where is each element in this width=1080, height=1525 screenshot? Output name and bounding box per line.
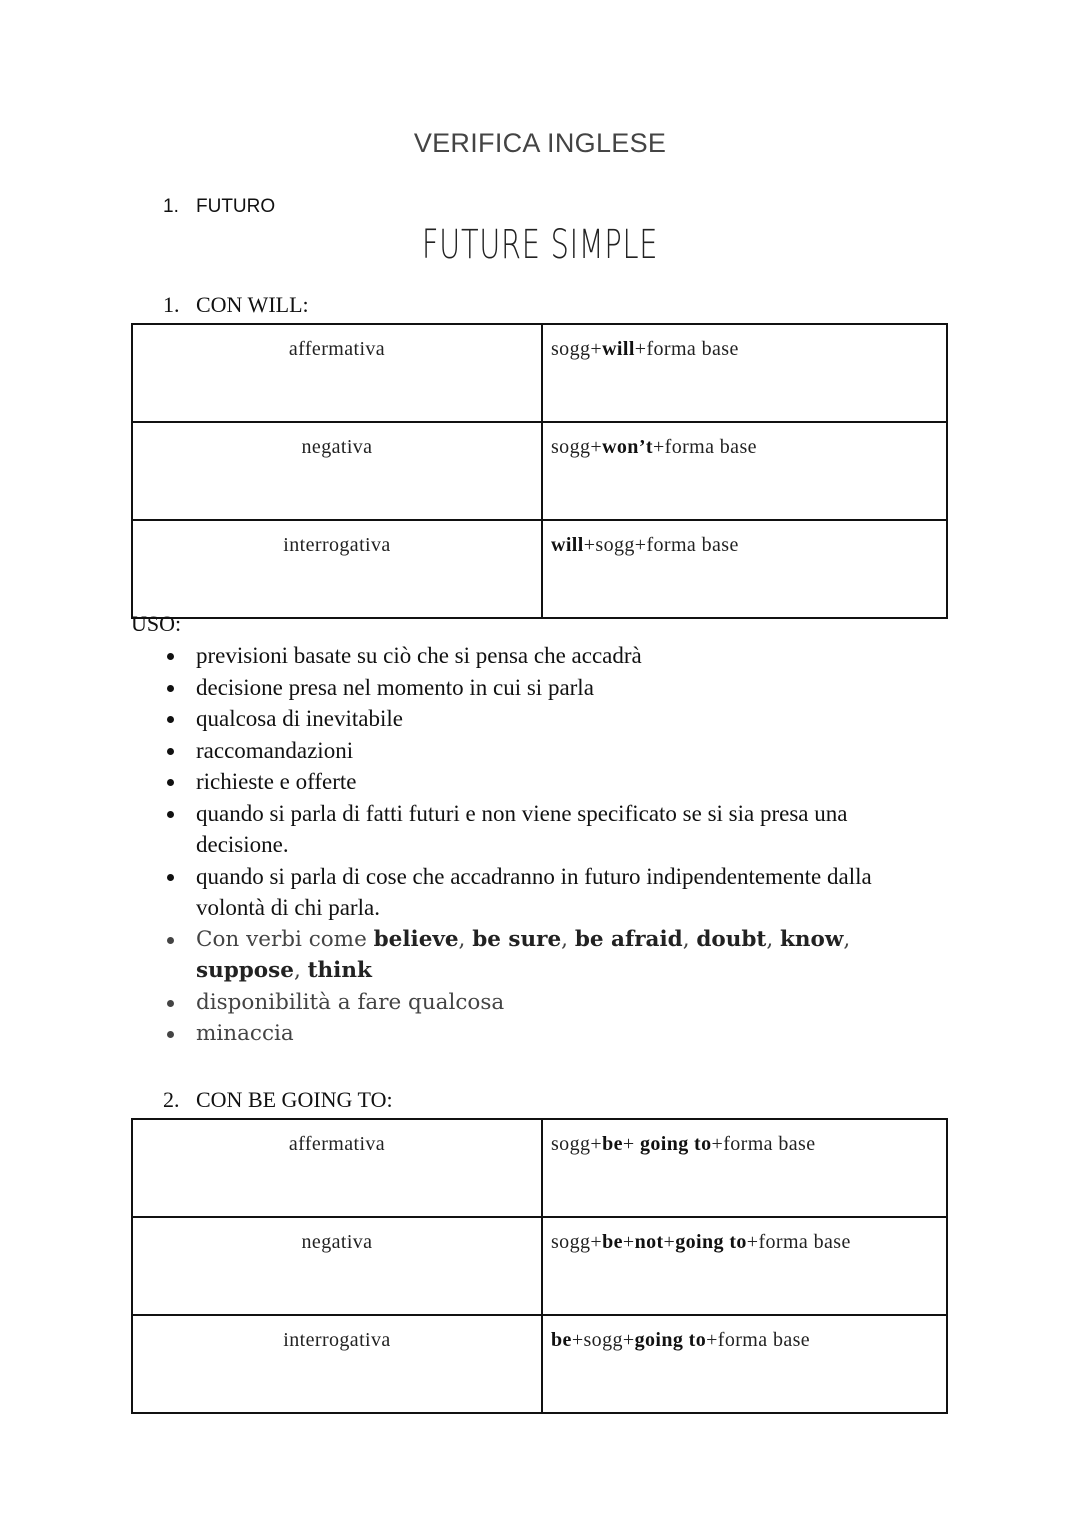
bullet-icon	[167, 685, 174, 692]
form-structure: sogg+be+ going to+forma base	[542, 1119, 947, 1217]
form-structure: sogg+be+not+going to+forma base	[542, 1217, 947, 1315]
table-row	[132, 1217, 947, 1315]
handwritten-title: FUTURE SIMPLE	[421, 222, 659, 268]
will-table	[131, 323, 948, 619]
list-item: quando si parla di fatti futuri e non viene specificato se si sia presa una decisione.	[163, 798, 943, 861]
table-row	[132, 520, 947, 618]
table-row	[132, 324, 947, 422]
list-item: decisione presa nel momento in cui si parla	[163, 672, 943, 704]
form-label: interrogativa	[132, 520, 542, 618]
going-to-heading-number: 2.	[163, 1087, 180, 1112]
list-item: quando si parla di cose che accadranno in futuro indipendentemente dalla volontà di chi parla.	[163, 861, 943, 924]
form-structure: be+sogg+going to+forma base	[542, 1315, 947, 1413]
bullet-icon	[167, 811, 174, 818]
bullet-icon	[167, 653, 174, 660]
form-label: interrogativa	[132, 1315, 542, 1413]
bullet-icon	[167, 716, 174, 723]
table-row	[132, 1119, 947, 1217]
list-item-verbs: Con verbi come believe, be sure, be afraid, doubt, know, suppose, think	[163, 924, 943, 987]
list-item: previsioni basate su ciò che si pensa che accadrà	[163, 640, 943, 672]
form-structure: will+sogg+forma base	[542, 520, 947, 618]
will-heading-text: CON WILL:	[196, 292, 309, 317]
bullet-icon	[167, 937, 174, 944]
form-label: negativa	[132, 1217, 542, 1315]
list-item: qualcosa di inevitabile	[163, 703, 943, 735]
form-label: negativa	[132, 422, 542, 520]
form-structure: sogg+will+forma base	[542, 324, 947, 422]
table-row	[132, 1315, 947, 1413]
bullet-icon	[167, 874, 174, 881]
list-item: minaccia	[163, 1018, 943, 1050]
section-number: 1.	[163, 196, 179, 217]
list-item: disponibilità a fare qualcosa	[163, 987, 943, 1019]
form-label: affermativa	[132, 324, 542, 422]
form-label: affermativa	[132, 1119, 542, 1217]
will-heading-number: 1.	[163, 292, 180, 317]
table-row	[132, 422, 947, 520]
bullet-icon	[167, 1000, 174, 1007]
form-structure: sogg+won’t+forma base	[542, 422, 947, 520]
section-heading-futuro	[163, 196, 275, 218]
list-item: richieste e offerte	[163, 766, 943, 798]
uso-label: USO:	[131, 611, 182, 636]
bullet-icon	[167, 779, 174, 786]
document-title: VERIFICA INGLESE	[413, 128, 667, 158]
list-item: raccomandazioni	[163, 735, 943, 767]
will-heading	[163, 292, 309, 318]
section-label: FUTURO	[196, 196, 276, 217]
going-to-table	[131, 1118, 948, 1414]
going-to-heading	[163, 1087, 393, 1113]
going-to-heading-text: CON BE GOING TO:	[196, 1087, 393, 1112]
bullet-icon	[167, 1031, 174, 1038]
uses-list	[163, 640, 943, 1050]
bullet-icon	[167, 748, 174, 755]
